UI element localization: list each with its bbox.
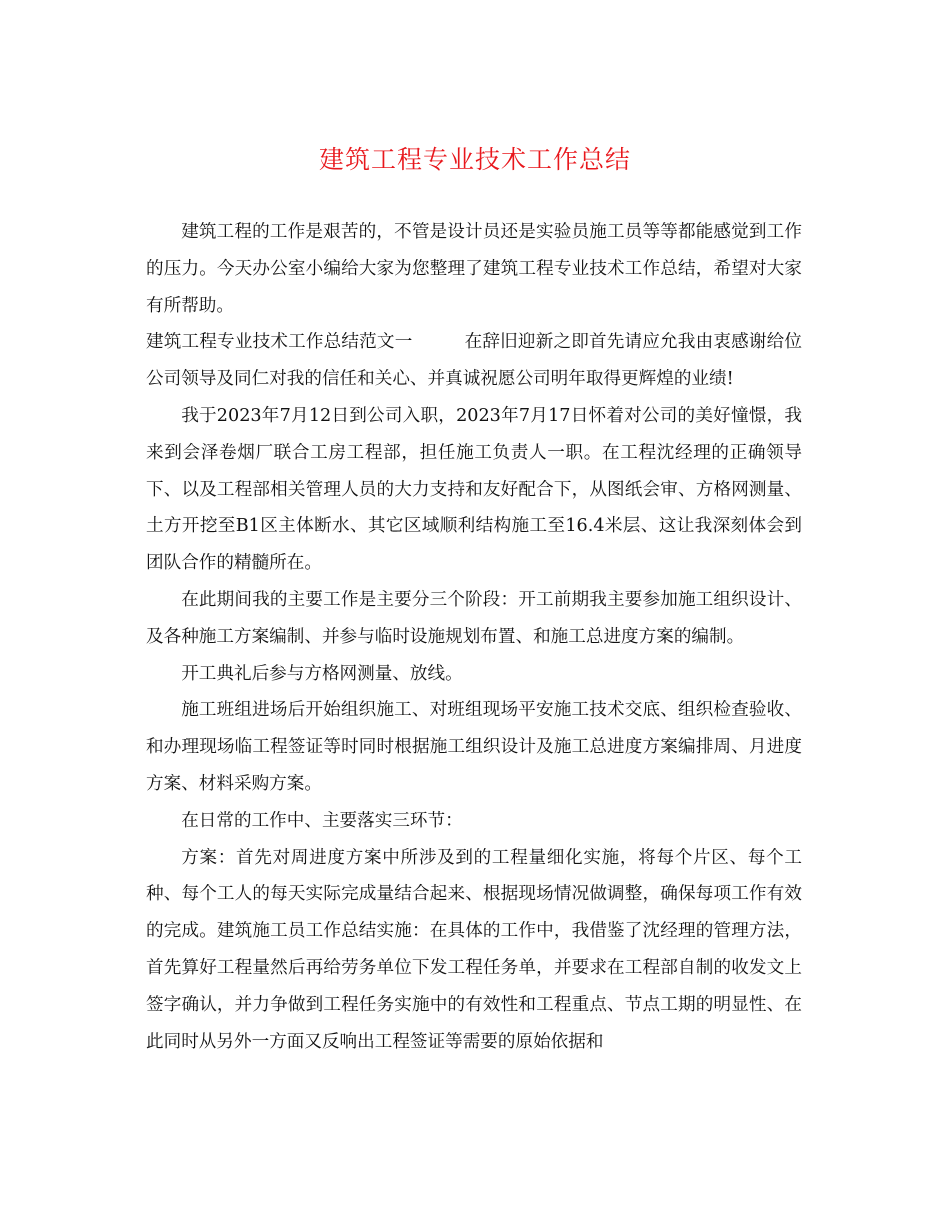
- document-title: 建筑工程专业技术工作总结: [318, 145, 631, 174]
- body-paragraph: 施工班组进场后开始组织施工、对班组现场平安施工技术交底、组织检查验收、和办理现场临工程签证等时同时根据施工组织设计及施工总进度方案编排周、月进度方案、材料采购方案。: [146, 700, 802, 794]
- section-opening-paragraph: [146, 324, 802, 398]
- section-opening-text: 在辞旧迎新之即首先请应允我由衷感谢给位公司领导及同仁对我的信任和关心、并真诚祝愿公司明年取得更辉煌的业绩!: [146, 332, 802, 390]
- document-body: [146, 214, 802, 1060]
- body-paragraph: 在日常的工作中、主要落实三环节：: [181, 810, 463, 831]
- body-paragraph: 方案：首先对周进度方案中所涉及到的工程量细化实施，将每个片区、每个工种、每个工人的每天实际完成量结合起来、根据现场情况做调整，确保每项工作有效的完成。建筑施工员工作总结实施：在具体的工作中，我借鉴了沈经理的管理方法，首先算好工程量然后再给劳务单位下发工程任务单，并要求在工程部自制的收发文上签字确认，并力争做到工程任务实施中的有效性和工程重点、节点工期的明显性、在此同时从另外一方面又反响出工程签证等需要的原始依据和: [146, 847, 802, 1052]
- body-paragraph: 开工典礼后参与方格网测量、放线。: [181, 663, 463, 684]
- intro-paragraph: 建筑工程的工作是艰苦的，不管是设计员还是实验员施工员等等都能感觉到工作的压力。今天办公室小编给大家为您整理了建筑工程专业技术工作总结，希望对大家有所帮助。: [146, 222, 802, 316]
- body-paragraph: 在此期间我的主要工作是主要分三个阶段：开工前期我主要参加施工组织设计、及各种施工方案编制、并参与临时设施规划布置、和施工总进度方案的编制。: [146, 589, 802, 647]
- section-heading: 建筑工程专业技术工作总结范文一: [146, 332, 413, 353]
- body-paragraph: 我于2023年7月12日到公司入职，2023年7月17日怀着对公司的美好憧憬，我来到会泽卷烟厂联合工房工程部，担任施工负责人一职。在工程沈经理的正确领导下、以及工程部相关管理人员的大力支持和友好配合下，从图纸会审、方格网测量、土方开挖至B1区主体断水、其它区域顺利结构施工至16.4米层、这让我深刻体会到团队合作的精髓所在。: [146, 405, 802, 574]
